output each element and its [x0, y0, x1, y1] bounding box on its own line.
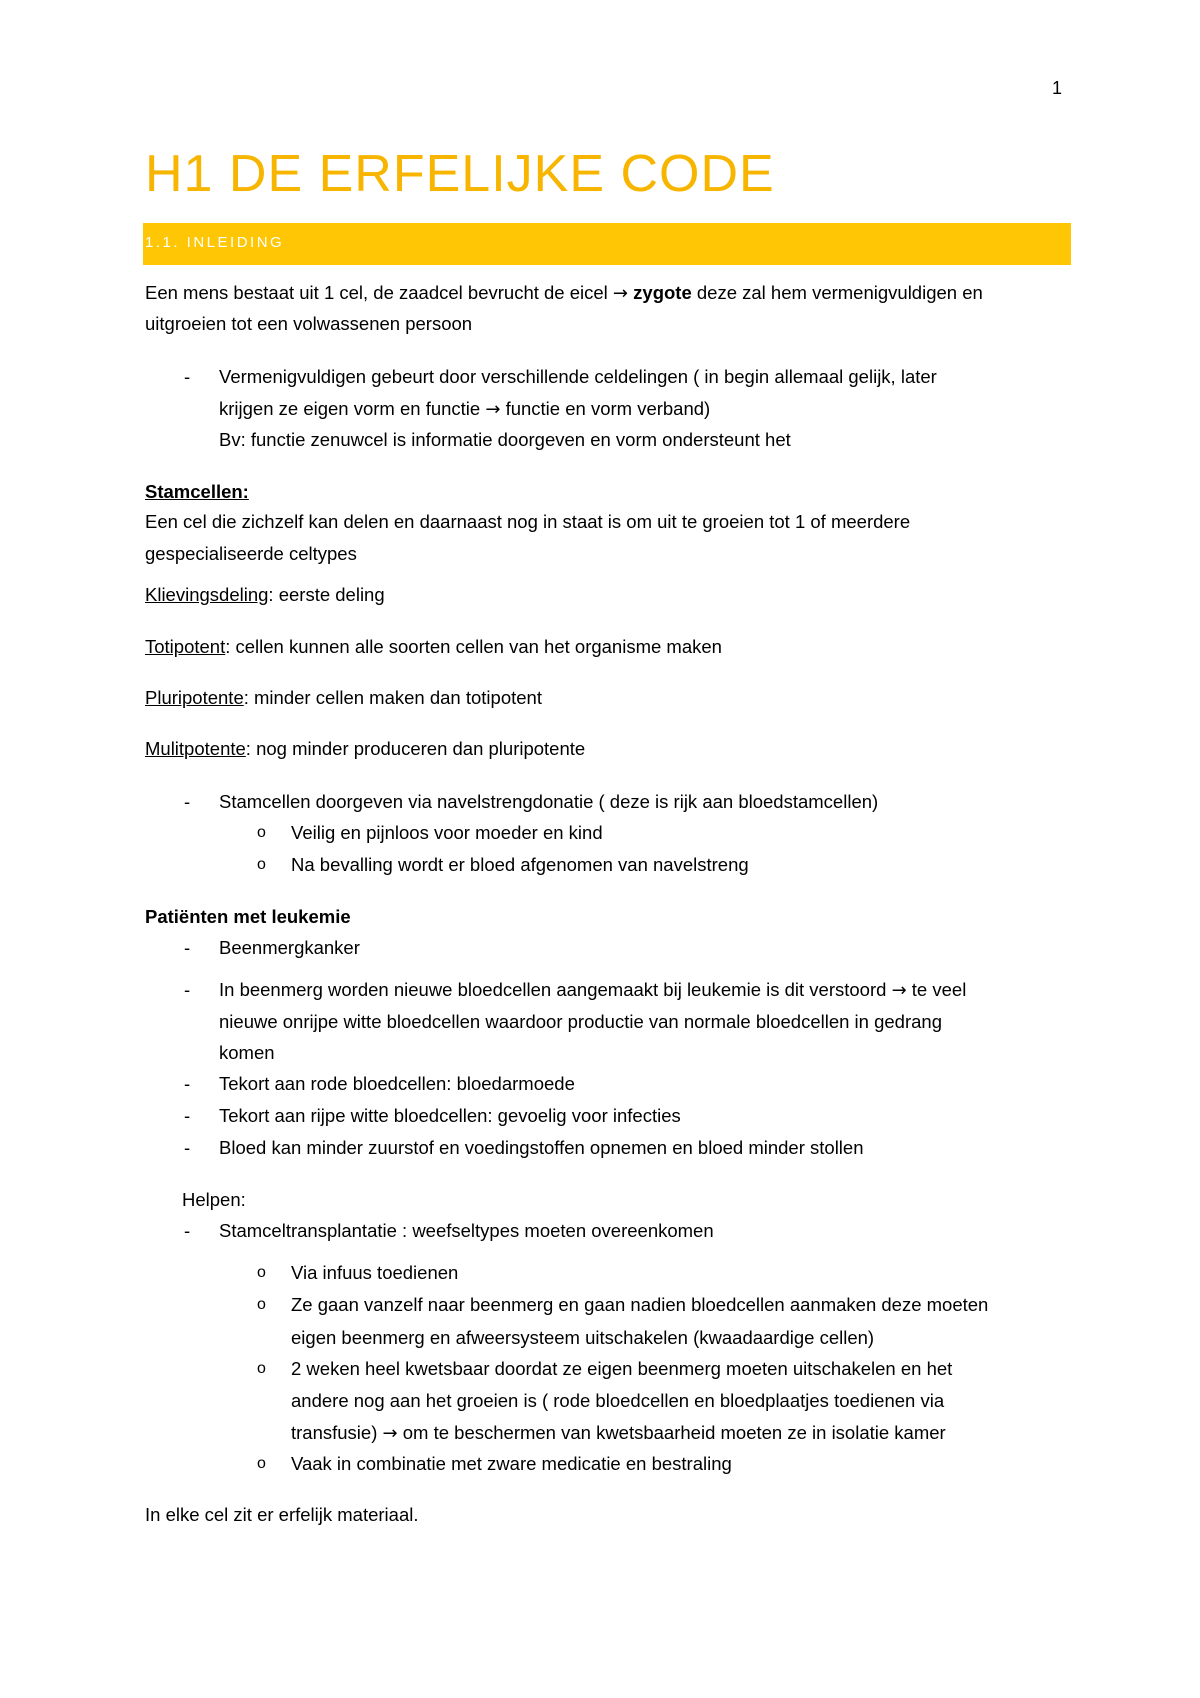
arrow-right-icon: →	[612, 283, 629, 304]
list-item-continuation: nieuwe onrijpe witte bloedcellen waardoor productie van normale bloedcellen in gedrang	[219, 1011, 942, 1032]
list-item: Tekort aan rode bloedcellen: bloedarmoede	[219, 1073, 575, 1094]
leukemie-heading: Patiënten met leukemie	[145, 906, 351, 927]
dash-bullet: -	[184, 937, 191, 958]
sub-list-item: Ze gaan vanzelf naar beenmerg en gaan nadien bloedcellen aanmaken deze moeten	[291, 1294, 989, 1315]
term-klievingsdeling: Klievingsdeling: eerste deling	[145, 584, 385, 605]
list-item: Stamceltransplantatie : weefseltypes moeten overeenkomen	[219, 1220, 714, 1241]
circle-bullet: o	[257, 856, 266, 873]
sub-list-item: Na bevalling wordt er bloed afgenomen van navelstreng	[291, 854, 749, 875]
circle-bullet: o	[257, 824, 266, 841]
sub-list-item-continuation: transfusie) → om te beschermen van kwetsbaarheid moeten ze in isolatie kamer	[291, 1422, 946, 1444]
list-item-continuation: komen	[219, 1042, 275, 1063]
sub-list-item-continuation: andere nog aan het groeien is ( rode bloedcellen en bloedplaatjes toedienen via	[291, 1390, 945, 1411]
arrow-right-icon: →	[891, 980, 907, 1001]
circle-bullet: o	[257, 1455, 266, 1472]
term-totipotent: Totipotent: cellen kunnen alle soorten cellen van het organisme maken	[145, 636, 722, 657]
arrow-right-icon: →	[485, 399, 501, 420]
circle-bullet: o	[257, 1264, 266, 1281]
dash-bullet: -	[184, 791, 191, 812]
dash-bullet: -	[184, 979, 191, 1000]
term-mulitpotente: Mulitpotente: nog minder produceren dan pluripotente	[145, 738, 586, 759]
list-item: Tekort aan rijpe witte bloedcellen: gevoelig voor infecties	[219, 1105, 681, 1126]
stamcellen-def-1: Een cel die zichzelf kan delen en daarnaast nog in staat is om uit te groeien tot 1 of meerdere	[145, 511, 911, 532]
dash-bullet: -	[184, 1137, 191, 1158]
helpen-heading: Helpen:	[182, 1189, 246, 1210]
arrow-right-icon: →	[382, 1423, 398, 1444]
list-item: Beenmergkanker	[219, 937, 360, 958]
list-item: Bloed kan minder zuurstof en voedingstoffen opnemen en bloed minder stollen	[219, 1137, 864, 1158]
list-item: In beenmerg worden nieuwe bloedcellen aangemaakt bij leukemie is dit verstoord → te veel	[219, 979, 967, 1001]
list-item: Stamcellen doorgeven via navelstrengdonatie ( deze is rijk aan bloedstamcellen)	[219, 791, 879, 812]
dash-bullet: -	[184, 1105, 191, 1126]
intro-line-1: Een mens bestaat uit 1 cel, de zaadcel bevrucht de eicel → zygote deze zal hem vermenigvuldigen en	[145, 282, 983, 304]
closing-line: In elke cel zit er erfelijk materiaal.	[145, 1504, 419, 1525]
circle-bullet: o	[257, 1360, 266, 1377]
sub-list-item: Veilig en pijnloos voor moeder en kind	[291, 822, 603, 843]
list-item-continuation: krijgen ze eigen vorm en functie → functie en vorm verband)	[219, 398, 711, 420]
sub-list-item: Via infuus toedienen	[291, 1262, 459, 1283]
chapter-title: H1 DE ERFELIJKE CODE	[145, 145, 775, 203]
term-pluripotente: Pluripotente: minder cellen maken dan totipotent	[145, 687, 542, 708]
sub-list-item: 2 weken heel kwetsbaar doordat ze eigen beenmerg moeten uitschakelen en het	[291, 1358, 953, 1379]
dash-bullet: -	[184, 1073, 191, 1094]
intro-line-2: uitgroeien tot een volwassenen persoon	[145, 313, 473, 334]
page-number: 1	[1052, 78, 1063, 98]
stamcellen-def-2: gespecialiseerde celtypes	[145, 543, 357, 564]
dash-bullet: -	[184, 366, 191, 387]
example-line: Bv: functie zenuwcel is informatie doorgeven en vorm ondersteunt het	[219, 429, 791, 450]
section-heading: 1.1. INLEIDING	[145, 234, 285, 251]
sub-list-item: Vaak in combinatie met zware medicatie en bestraling	[291, 1453, 732, 1474]
sub-list-item-continuation: eigen beenmerg en afweersysteem uitschakelen (kwaadaardige cellen)	[291, 1327, 875, 1348]
circle-bullet: o	[257, 1296, 266, 1313]
section-heading-bar	[143, 223, 1071, 265]
stamcellen-heading: Stamcellen:	[145, 481, 249, 502]
list-item: Vermenigvuldigen gebeurt door verschillende celdelingen ( in begin allemaal gelijk, later	[219, 366, 937, 387]
dash-bullet: -	[184, 1220, 191, 1241]
